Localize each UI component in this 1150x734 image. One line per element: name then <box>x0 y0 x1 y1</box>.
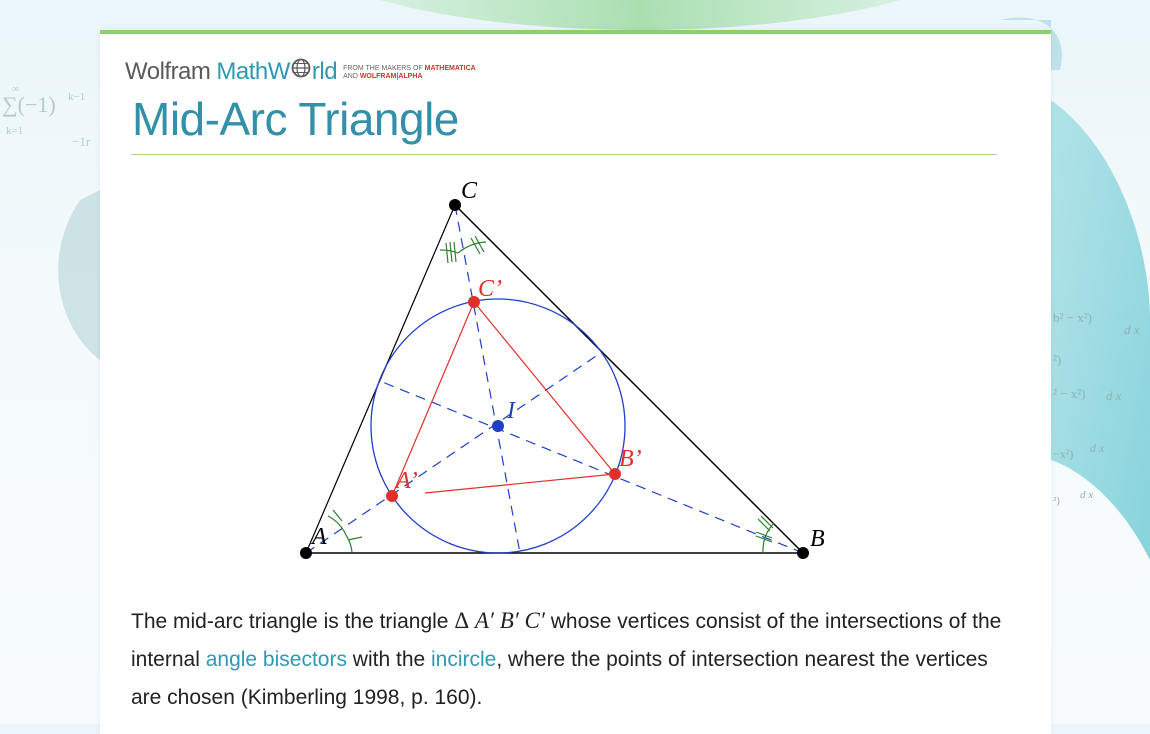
bg-formula-sum: ∑(−1) <box>2 92 56 117</box>
angle-tick-c-1 <box>446 243 448 263</box>
math-b-prime: B′ <box>499 608 519 633</box>
mid-arc-triangle-figure <box>290 174 830 574</box>
desc-part-1: The mid-arc triangle is the triangle <box>131 610 455 633</box>
label-c-prime: C’ <box>478 276 502 302</box>
tagline-2-highlight: WOLFRAM|ALPHA <box>359 73 423 80</box>
bg-formula-sup: k−1 <box>68 91 86 103</box>
angle-marks <box>328 236 774 553</box>
side-a-prime-b-prime <box>425 474 615 493</box>
brand-rld-text: rld <box>311 58 338 85</box>
incircle-link[interactable]: incircle <box>431 648 497 671</box>
tagline-line-2 <box>343 73 476 81</box>
bg-right-7: d x <box>1090 441 1105 455</box>
desc-part-3: with the <box>346 648 432 671</box>
title-divider <box>131 154 997 155</box>
tagline-line-1 <box>343 65 476 73</box>
bg-right-9: d x <box>1080 489 1094 501</box>
bisector-from-a <box>306 352 602 553</box>
description-paragraph <box>131 602 1011 717</box>
point-incenter <box>492 420 504 432</box>
label-b: B <box>810 526 825 552</box>
label-b-prime: B’ <box>619 446 642 472</box>
side-bc <box>455 205 803 553</box>
bg-formula-from: k=1 <box>6 125 24 137</box>
brand-mathworld <box>216 58 337 84</box>
bg-right-5: d x <box>1106 388 1122 403</box>
brand-tagline <box>343 65 476 84</box>
bg-right-4: ² − x²) <box>1053 386 1086 401</box>
math-a-prime: A′ <box>474 608 494 633</box>
math-delta: Δ <box>454 608 470 633</box>
wolfram-mathworld-logo[interactable] <box>125 60 476 84</box>
angle-bisectors-link[interactable]: angle bisectors <box>205 648 347 671</box>
angle-tick-c-2 <box>450 242 452 262</box>
point-c <box>449 199 461 211</box>
angle-tick-c-4 <box>471 238 480 254</box>
label-a: A <box>312 524 327 550</box>
bg-formula-2: −1r <box>72 134 91 149</box>
desc-part-2: whose vertices consist of the intersections of the internal <box>131 610 1002 671</box>
math-triangle-notation <box>454 608 545 633</box>
math-c-prime: C′ <box>524 608 545 633</box>
point-a <box>300 547 312 559</box>
angle-mark-a-2 <box>346 535 352 552</box>
left-grey-surface <box>58 190 100 360</box>
point-b <box>797 547 809 559</box>
angle-mark-b-1 <box>763 535 766 553</box>
globe-icon <box>291 58 311 78</box>
brand-math-text: MathW <box>216 58 290 85</box>
bg-right-2: d x <box>1124 322 1140 337</box>
angle-tick-b-3 <box>758 519 770 531</box>
label-c: C <box>461 178 478 204</box>
label-a-prime: A’ <box>396 468 418 494</box>
bg-formula-to: ∞ <box>12 84 20 95</box>
bg-right-1: b² − x²) <box>1053 310 1092 325</box>
page-title: Mid-Arc Triangle <box>132 93 459 145</box>
tagline-2-text: AND <box>343 73 358 80</box>
top-green-wave <box>380 0 900 30</box>
bg-right-6: −x²) <box>1053 447 1074 461</box>
brand-wolfram: Wolfram <box>125 58 211 85</box>
bg-right-3: ²) <box>1053 352 1062 367</box>
content-card <box>100 30 1051 734</box>
tagline-1-text: FROM THE MAKERS OF <box>343 65 423 72</box>
label-incenter: I <box>507 398 515 424</box>
tagline-1-highlight: MATHEMATICA <box>424 65 476 72</box>
bisector-from-c <box>455 205 520 553</box>
bisector-from-b <box>380 381 803 553</box>
bg-right-8: ²) <box>1053 495 1060 507</box>
angle-tick-a-2 <box>348 537 362 540</box>
desc-part-4: , where the points of intersection nearest the vertices are chosen (Kimberling 1998, p. 160). <box>131 648 988 709</box>
